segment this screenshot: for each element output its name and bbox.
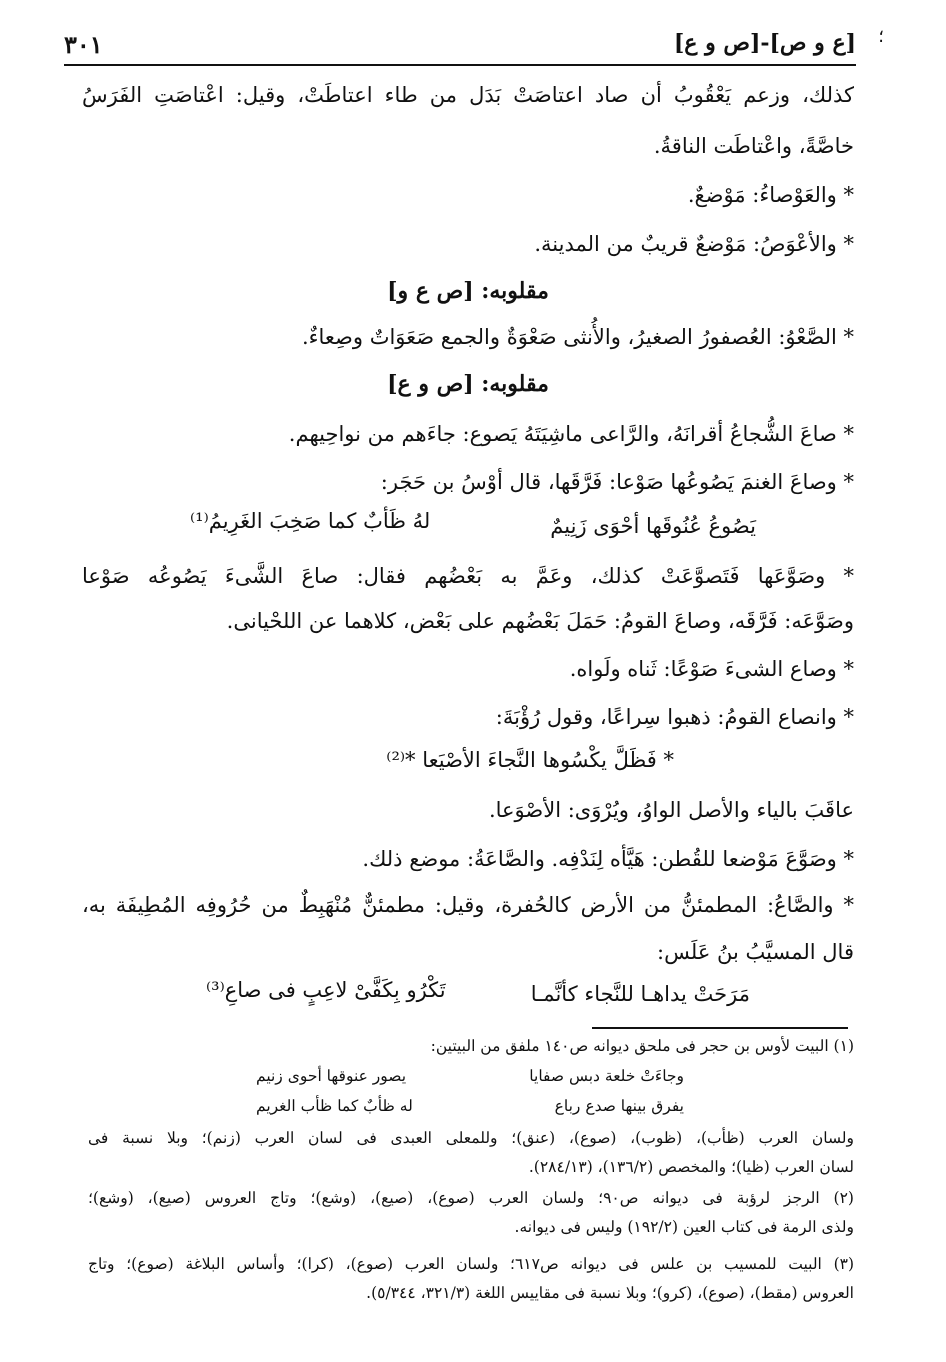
entry-awsaa: * والعَوْصاءُ: مَوْضعٌ. [687,183,854,207]
body-line-farraqah: وصَوَّعَه: فَرَّقَه، وصاعَ القومُ: حَمَلَ بَعْضُهم على بَعْض، كلاهما عن اللحْيانى. [226,609,854,633]
footnote-divider [592,1027,848,1029]
corner-mark: ؛ [878,26,884,47]
body-line-1: كذلك، وزعم يَعْقُوبُ أن صاد اعتاصَتْ بَدَل من طاء اعتاطَتْ، وقيل: اعْتاصَتِ الفَرَسُ [82,83,854,107]
entry-saa-noun: * والصَّاعُ: المطمئنُّ من الأرض كالحُفرة، وقيل: مطمئنٌّ مُنْهَبِطٌ من حُرُوفِه المُطِيفَة به، [82,893,854,917]
body-line-musayyab: قال المسيَّبُ بنُ عَلَس: [657,940,854,964]
footnote-2-line-1: (٢) الرجز لرؤبة فى ديوانه ص٩٠؛ ولسان العرب (صوع)، (صيع)، (وشع)؛ وتاج العروس (صيع)، (وشع)؛ [88,1189,854,1207]
footnote-3-line-2: العروس (مقط)، (صوع)، (كرو)؛ وبلا نسبة فى مقاييس اللغة (٣٢١/٣، ٥/٣٤٤). [366,1284,854,1302]
rajaz-verse: * فَظَلَّ يكْسُوها النَّجاءَ الأصْيَعا *⁽²⁾ [386,748,674,772]
footnote-1-verse-2-first: يفرق بينها صدع رباع [554,1097,684,1115]
body-line-sawwaaha: * وصَوَّعَها فَتَصوَّعَتْ كذلك، وعَمَّ به بَعْضُهم فقال: صاعَ الشَّىءَ يَصُوعُه صَوْعا [82,564,854,588]
entry-saa-ghanam: * وصاعَ الغنمَ يَصُوعُها صَوْعا: فَرَّقَها، قال أوْسُ بن حَجَر: [380,470,854,494]
body-line-aqaba: عاقَبَ بالياء والأصل الواوُ، ويُرْوَى: الأصْوَعا. [488,798,854,822]
page-header [64,30,856,66]
entry-insaa: * وانصاع القومُ: ذهبوا سِراعًا، وقول رُؤْبَةَ: [495,705,854,729]
footnote-1-verse-2-second: له ظأبٌ كما ظأب الغريم [256,1097,413,1115]
footnote-1-verse-1-first: وجاءَتْ خلعة دبس صفايا [529,1067,684,1085]
entry-saa-shay: * وصاع الشىءَ صَوْعًا: ثَناه ولَواه. [569,657,854,681]
verse-1-first-hemistich: يَصُوعُ عُنُوقَها أحْوَى زَنِيمٌ [550,514,756,538]
entry-saa-shujaa: * صاعَ الشُّجاعُ أقرانَهُ، والرَّاعى ماشِيَتَهُ يَصوع: جاءَهم من نواحِيهم. [288,422,854,446]
footnote-2-line-2: ولذى الرمة فى كتاب العين (١٩٢/٢) وليس فى ديوانه. [514,1218,854,1236]
footnote-1-verse-1-second: يصور عنوقها أحوى زنيم [256,1067,407,1085]
verse-1-second-hemistich: لهُ ظَأبٌ كما صَخِبَ الغَرِيمُ⁽¹⁾ [190,509,431,533]
verse-2-first-hemistich: مَرَحَتْ يداهـا للنَّجاء كأنَّمـا [530,982,750,1006]
entry-saw: * الصَّعْوُ: العُصفورُ الصغيرُ، والأُنثى صَعْوَةٌ والجمع صَعَوَاتٌ وصِعاءٌ. [301,325,854,349]
page-number: ٣٠١ [64,30,103,59]
section-heading-saw: مقلوبه: [ص ع و] [387,278,549,304]
footnote-1-line-2: لسان العرب (ظيا)؛ والمخصص (١٣٦/٢)، (٢٨٤/١٣). [528,1158,854,1176]
footnote-1-line-1: ولسان العرب (ظأب)، (ظوب)، (صوع)، (عنق)؛ وللمعلى العبدى فى لسان العرب (زنم)؛ وبلا نسبة فى [88,1129,854,1147]
footnote-1-intro: (١) البيت لأوس بن حجر فى ملحق ديوانه ص١٤٠ ملفق من البيتين: [430,1037,854,1055]
body-line-2: خاصَّةً، واعْتاطَت الناقةُ. [653,134,854,158]
entry-sawwaa: * وصَوَّعَ مَوْضعا للقُطن: هَيَّأه لِنَدْفِه. والصَّاعَةُ: موضع ذلك. [362,847,854,871]
footnote-3-line-1: (٣) البيت للمسيب بن علس فى ديوانه ص٦١٧؛ ولسان العرب (صوع)، (كرا)؛ وأساس البلاغة (صوع)؛ وتاج [88,1255,855,1273]
entry-aawas: * والأعْوَصُ: مَوْضعٌ قريبٌ من المدينة. [534,232,854,256]
section-heading-swa: مقلوبه: [ص و ع] [387,371,549,397]
running-head: [ع و ص]-[ص و ع] [673,30,856,56]
verse-2-second-hemistich: تَكْرُو بِكَفَّىْ لاعِبٍ فى صاعِ⁽³⁾ [206,978,446,1002]
